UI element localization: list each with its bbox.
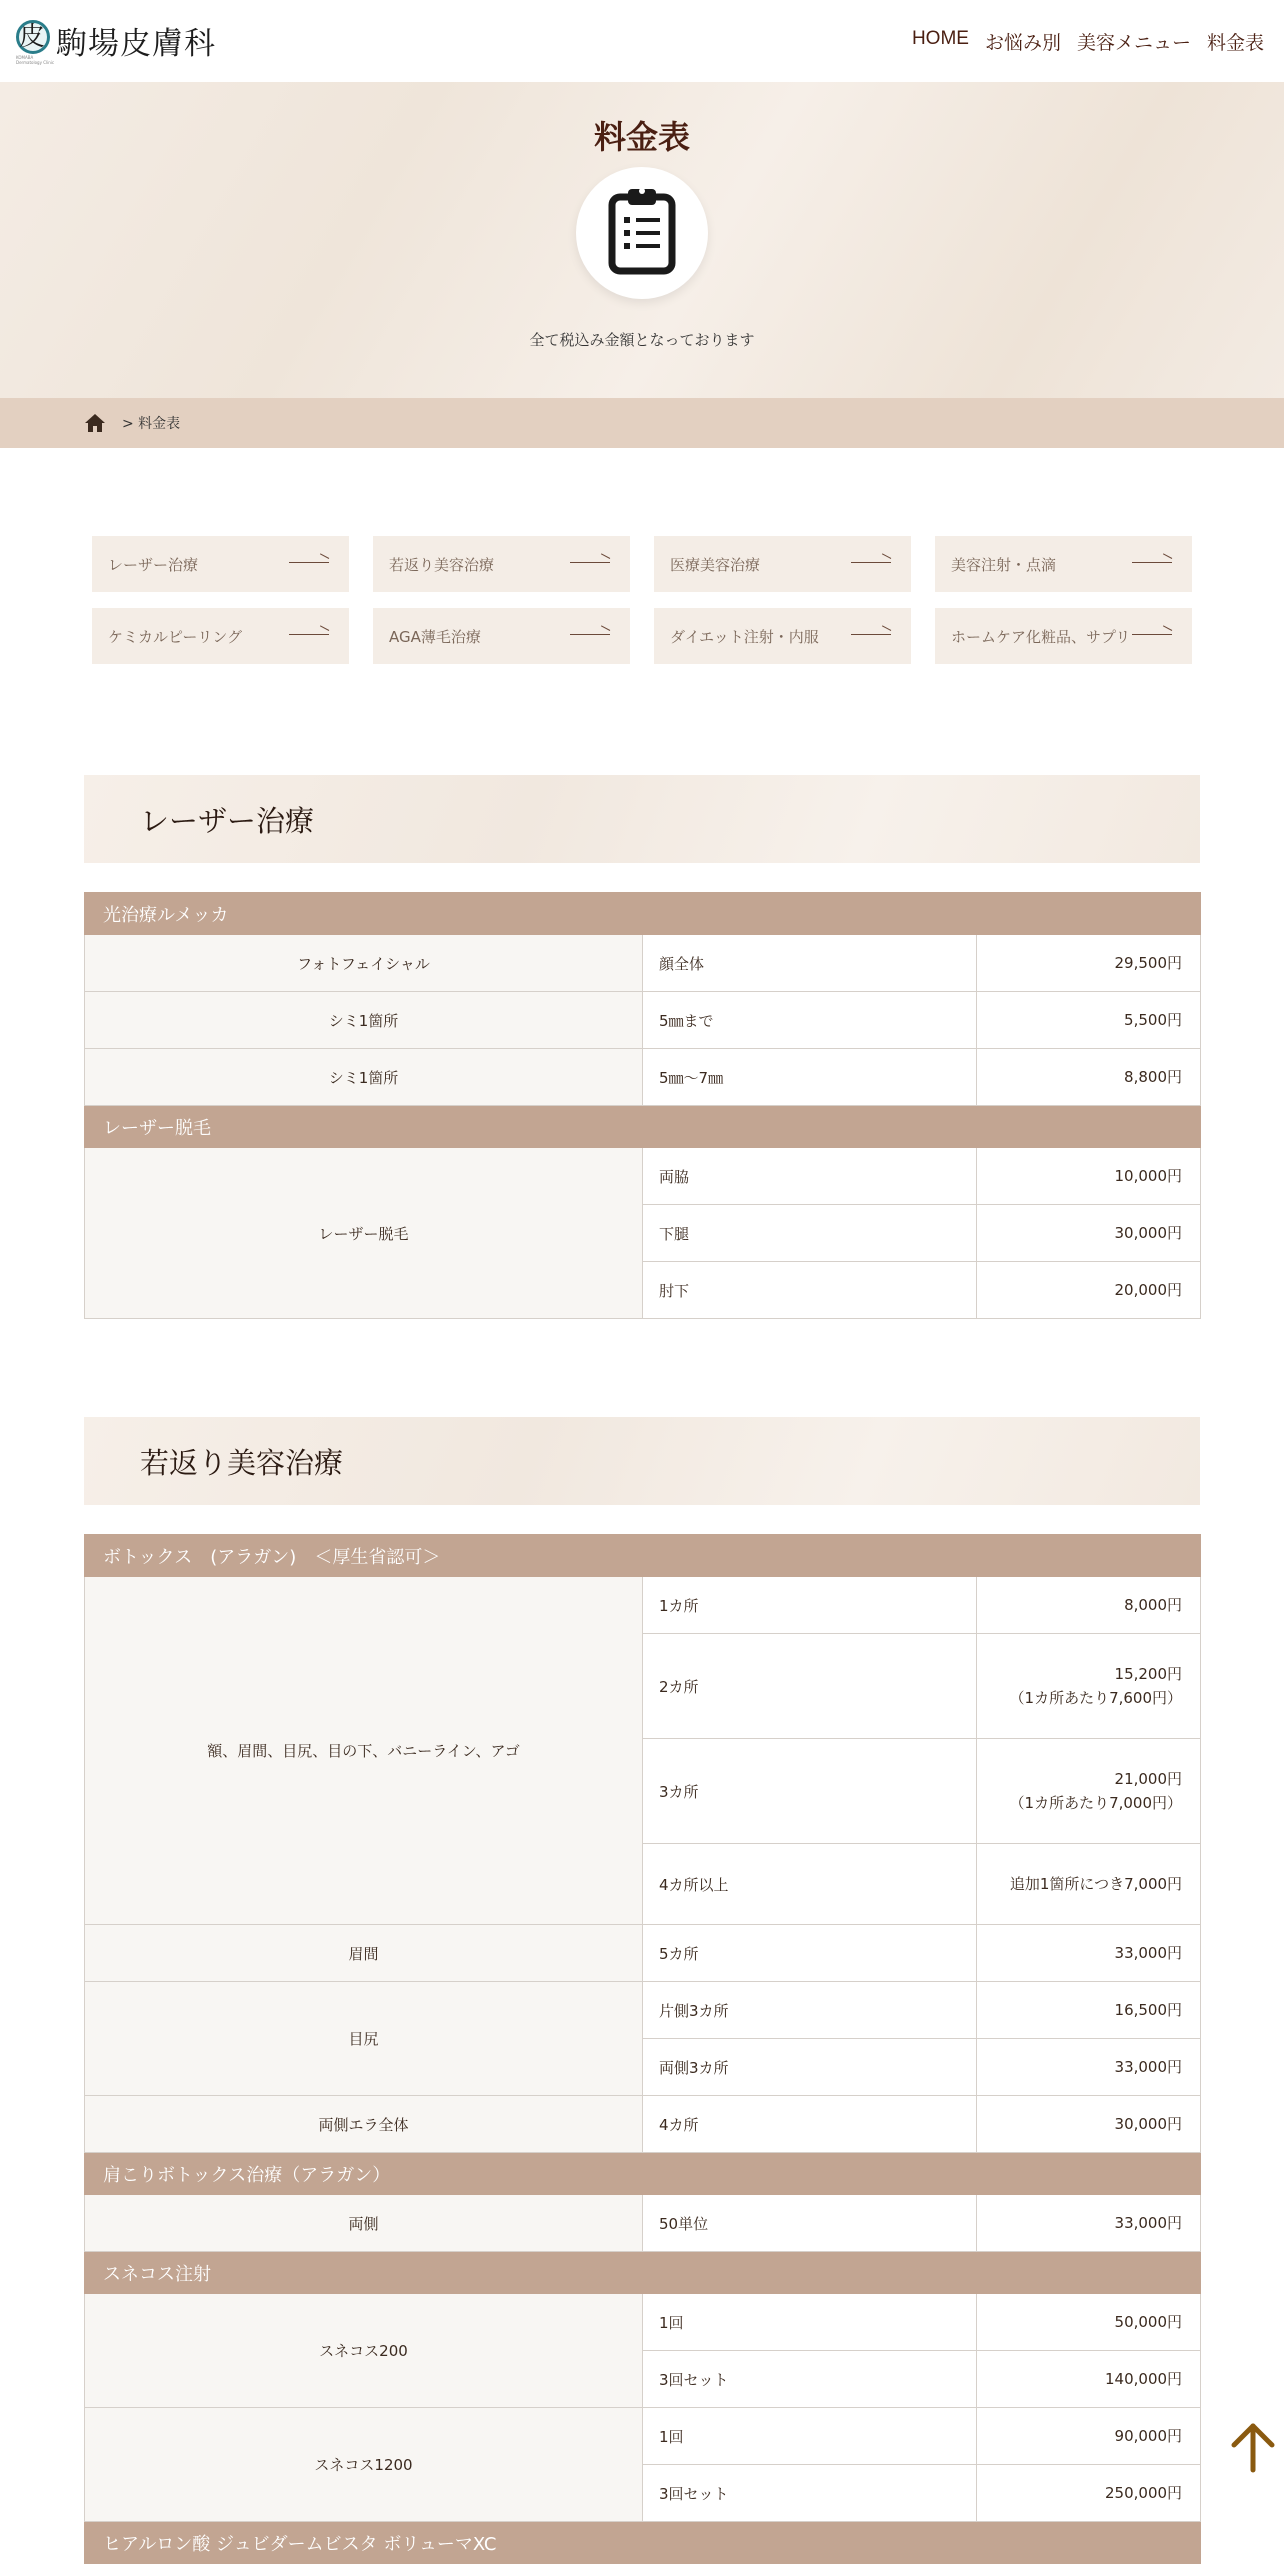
arrow-right-icon — [570, 562, 610, 563]
table-row: 下腿 30,000円 — [85, 1205, 1201, 1262]
category-link-homecare[interactable]: ホームケア化粧品、サプリ — [935, 608, 1192, 664]
category-link-diet[interactable]: ダイエット注射・内服 — [654, 608, 911, 664]
table-row: 4カ所以上 追加1箇所につき7,000円 — [85, 1844, 1201, 1925]
category-link-aga[interactable]: AGA薄毛治療 — [373, 608, 630, 664]
table-row: フォトフェイシャル 顔全体 29,500円 — [85, 935, 1201, 992]
site-header — [0, 0, 1284, 82]
table-row: 両側 50単位 33,000円 — [85, 2195, 1201, 2252]
arrow-right-icon — [851, 562, 891, 563]
table-row: レーザー脱毛 両脇 10,000円 — [85, 1148, 1201, 1205]
table-row: 2カ所 15,200円 （1カ所あたり7,600円） — [85, 1634, 1201, 1739]
table-row: 額、眉間、目尻、目の下、バニーライン、アゴ 1カ所 8,000円 — [85, 1577, 1201, 1634]
table-row: スネコス1200 1回 90,000円 — [85, 2408, 1201, 2465]
table-row: 眉間 5カ所 33,000円 — [85, 1925, 1201, 1982]
price-table-laser — [84, 892, 1201, 1319]
clipboard-list-icon — [576, 167, 708, 299]
table-row: 両側エラ全体 4カ所 30,000円 — [85, 2096, 1201, 2153]
table-row: 肘下 20,000円 — [85, 1262, 1201, 1319]
table-group-header: 肩こりボトックス治療（アラガン） — [85, 2153, 1201, 2195]
home-icon[interactable] — [84, 413, 106, 433]
table-group-header: ボトックス (アラガン) ＜厚生省認可＞ — [85, 1535, 1201, 1577]
category-link-medical-beauty[interactable]: 医療美容治療 — [654, 536, 911, 592]
price-table-rejuvenation — [84, 1534, 1201, 2564]
table-row: スネコス200 1回 50,000円 — [85, 2294, 1201, 2351]
table-group-header: スネコス注射 — [85, 2252, 1201, 2294]
table-row: 3カ所 21,000円 （1カ所あたり7,000円） — [85, 1739, 1201, 1844]
arrow-right-icon — [851, 634, 891, 635]
breadcrumb-current: > 料金表 — [122, 416, 181, 432]
category-link-peeling[interactable]: ケミカルピーリング — [92, 608, 349, 664]
table-row: 目尻 片側3カ所 16,500円 — [85, 1982, 1201, 2039]
nav-beauty-menu[interactable]: 美容メニュー — [1076, 33, 1191, 54]
nav-price-list[interactable]: 料金表 — [1206, 33, 1264, 54]
table-row: シミ1箇所 5㎜～7㎜ 8,800円 — [85, 1049, 1201, 1106]
category-link-rejuvenation[interactable]: 若返り美容治療 — [373, 536, 630, 592]
table-row: 両側3カ所 33,000円 — [85, 2039, 1201, 2096]
page-hero — [0, 82, 1284, 398]
logo-mark-icon: 皮 KOMABA Dermatology Clinic — [16, 21, 55, 65]
arrow-right-icon — [1132, 634, 1172, 635]
category-link-laser[interactable]: レーザー治療 — [92, 536, 349, 592]
arrow-right-icon — [289, 562, 329, 563]
table-group-header: ヒアルロン酸 ジュビダームビスタ ボリューマXC — [85, 2522, 1201, 2564]
section-heading-rejuvenation: 若返り美容治療 — [84, 1417, 1200, 1505]
table-group-header: 光治療ルメッカ — [85, 893, 1201, 935]
category-link-injection[interactable]: 美容注射・点滴 — [935, 536, 1192, 592]
arrow-right-icon — [570, 634, 610, 635]
logo-text: 駒場皮膚科 — [56, 26, 216, 62]
nav-home[interactable]: HOME — [911, 28, 969, 49]
arrow-right-icon — [1132, 562, 1172, 563]
breadcrumb — [0, 398, 1284, 448]
main-nav — [912, 28, 1264, 55]
table-row: 3回セット 140,000円 — [85, 2351, 1201, 2408]
table-row: シミ1箇所 5㎜まで 5,500円 — [85, 992, 1201, 1049]
arrow-right-icon — [289, 634, 329, 635]
table-group-header: レーザー脱毛 — [85, 1106, 1201, 1148]
table-row: 3回セット 250,000円 — [85, 2465, 1201, 2522]
nav-concerns[interactable]: お悩み別 — [984, 33, 1061, 54]
site-logo[interactable] — [16, 18, 216, 63]
page-subtitle: 全て税込み金額となっております — [529, 331, 755, 349]
section-heading-laser: レーザー治療 — [84, 775, 1200, 863]
arrow-up-icon[interactable] — [1228, 2420, 1278, 2474]
page-title: 料金表 — [593, 118, 690, 156]
